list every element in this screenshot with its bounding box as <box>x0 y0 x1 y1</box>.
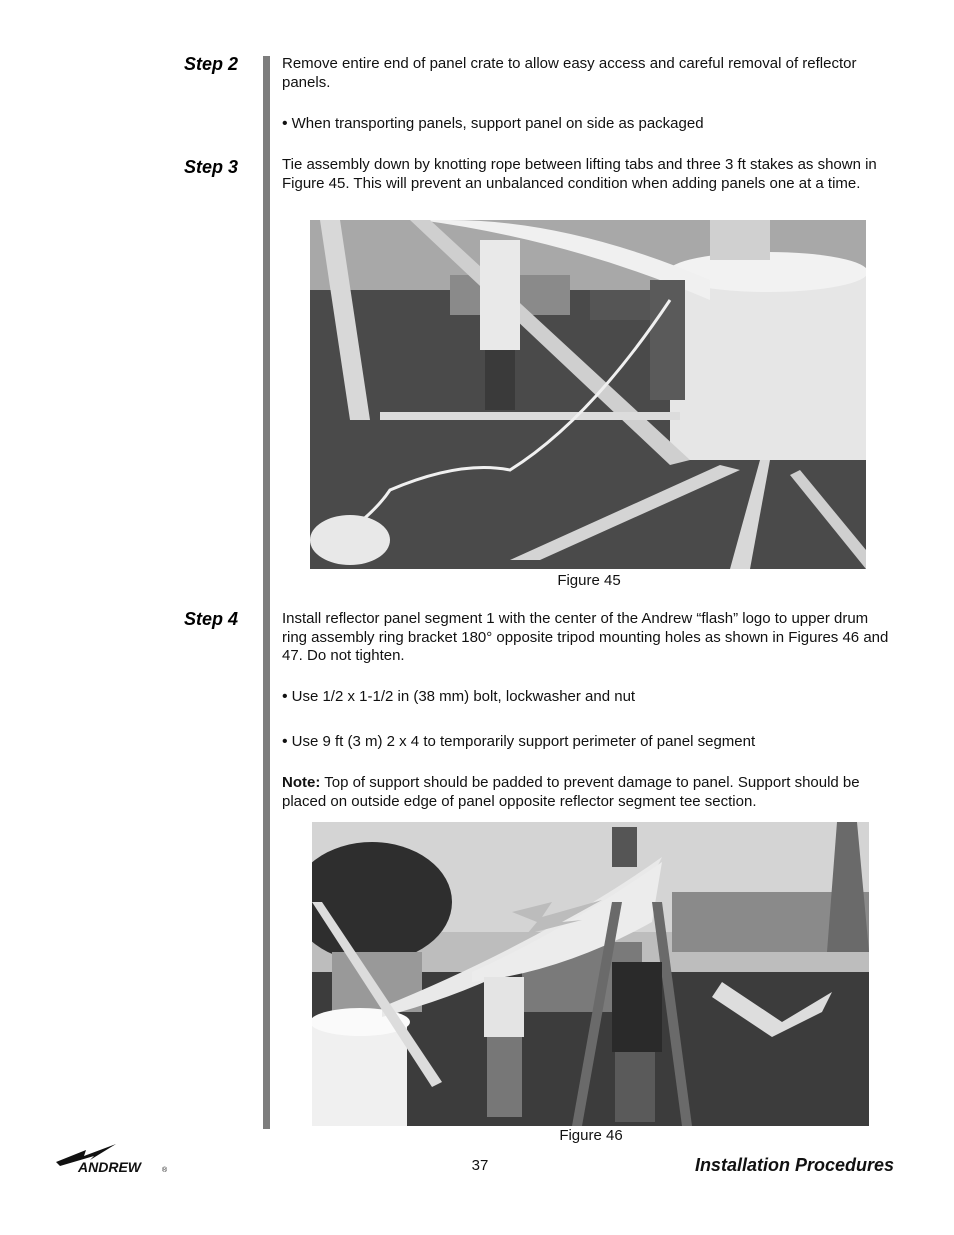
section-title: Installation Procedures <box>694 1155 894 1175</box>
step-3-label: Step 3 <box>184 157 239 177</box>
step-4-text: Install reflector panel segment 1 with the center of the Andrew “flash” logo to upper drum ring assembly ring bracket 180° opposite tripod mounting holes as shown in Figures 46 and 47. Do not tighten. <box>282 610 889 664</box>
step-2-label: Step 2 <box>184 54 239 74</box>
step-4-note <box>282 774 892 811</box>
bullet-text: Use 1/2 x 1-1/2 in (38 mm) bolt, lockwasher and nut <box>291 688 636 705</box>
step-2-bullet-1 <box>282 115 892 133</box>
bullet-dot: • <box>282 688 288 705</box>
note-text: Top of support should be padded to prevent damage to panel. Support should be placed on outside edge of panel opposite reflector segment tee section. <box>282 774 860 810</box>
step-2-text: Remove entire end of panel crate to allow easy access and careful removal of reflector panels. <box>282 55 857 91</box>
page-number: 37 <box>471 1157 489 1174</box>
step-4-label: Step 4 <box>184 609 239 629</box>
bullet-dot: • <box>282 115 288 132</box>
step-4-bullet-1 <box>282 688 892 706</box>
step-4-bullet-2 <box>282 733 892 751</box>
bullet-text: Use 9 ft (3 m) 2 x 4 to temporarily support perimeter of panel segment <box>291 733 756 750</box>
note-label: Note: <box>282 774 321 791</box>
margin-bar <box>263 56 270 1129</box>
figure-46-photo <box>312 822 869 1126</box>
figure-46-caption: Figure 46 <box>559 1127 623 1144</box>
bullet-dot: • <box>282 733 288 750</box>
figure-45-photo <box>310 220 866 569</box>
figure-45-caption: Figure 45 <box>557 572 621 589</box>
svg-text:®: ® <box>162 1167 168 1174</box>
andrew-logo <box>56 1142 171 1174</box>
svg-text:ANDREW: ANDREW <box>78 1159 141 1174</box>
step-3-text: Tie assembly down by knotting rope between lifting tabs and three 3 ft stakes as shown in Figure 45. This will prevent an unbalanced condition when adding panels one at a time. <box>282 156 877 192</box>
bullet-text: When transporting panels, support panel on side as packaged <box>291 115 704 132</box>
